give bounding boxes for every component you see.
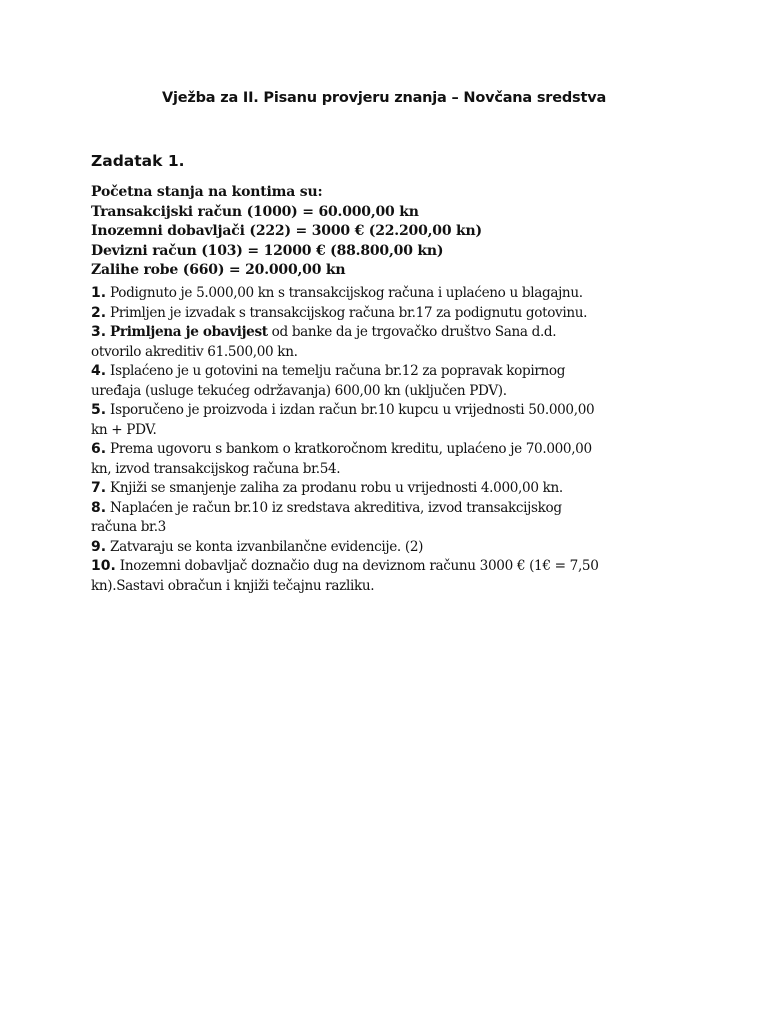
task-item-line <box>91 557 691 577</box>
task-item-4 <box>91 362 691 401</box>
task-item-line <box>91 538 691 558</box>
task-item-10 <box>91 557 691 596</box>
initial-balances-heading: Početna stanja na kontima su: <box>91 184 323 200</box>
balance-line-inventory: Zalihe robe (660) = 20.000,00 kn <box>91 262 346 278</box>
task-item-line <box>91 499 691 519</box>
task-item-number: 6. <box>91 441 107 457</box>
task-item-number: 10. <box>91 558 116 574</box>
task-item-text: Primljen je izvadak s transakcijskog računa br.17 za podignutu gotovinu. <box>110 304 588 321</box>
task-item-line <box>91 362 691 382</box>
task-item-text: od banke da je trgovačko društvo Sana d.d. <box>267 324 557 340</box>
task-item-line <box>91 479 691 499</box>
task-item-text: Podignuto je 5.000,00 kn s transakcijskog računa i uplaćeno u blagajnu. <box>110 285 583 301</box>
task-item-number: 4. <box>91 363 107 379</box>
task-item-text: Knjiži se smanjenje zaliha za prodanu robu u vrijednosti 4.000,00 kn. <box>110 480 563 496</box>
task-item-text-continued: otvorilo akreditiv 61.500,00 kn. <box>91 343 298 360</box>
task-item-text: Zatvaraju se konta izvanbilančne evidencije. (2) <box>110 538 424 555</box>
task-item-text-continued: kn).Sastavi obračun i knjiži tečajnu razliku. <box>91 577 375 594</box>
task-item-number: 9. <box>91 538 107 555</box>
task-item-line <box>91 323 691 343</box>
task-item-text: Isporučeno je proizvoda i izdan račun br.10 kupcu u vrijednosti 50.000,00 <box>110 402 595 418</box>
task-item-line <box>91 284 691 304</box>
task-item-text-continued: uređaja (usluge tekućeg održavanja) 600,00 kn (uključen PDV). <box>91 382 507 399</box>
task-item-9 <box>91 538 691 558</box>
task-item-text: Prema ugovoru s bankom o kratkoročnom kreditu, uplaćeno je 70.000,00 <box>110 441 592 457</box>
balance-line-foreign-currency-account: Devizni račun (103) = 12000 € (88.800,00 kn) <box>91 242 444 259</box>
task-item-number: 8. <box>91 499 107 516</box>
task-item-line <box>91 304 691 324</box>
task-item-text: Naplaćen je račun br.10 iz sredstava akreditiva, izvod transakcijskog <box>110 499 562 516</box>
task-item-1 <box>91 284 691 304</box>
task-item-3 <box>91 323 691 362</box>
task-item-text-continued: kn, izvod transakcijskog računa br.54. <box>91 460 341 477</box>
task-item-number: 7. <box>91 480 107 496</box>
task-item-number: 1. <box>91 285 107 301</box>
task-item-2 <box>91 304 691 324</box>
task-item-6 <box>91 440 691 479</box>
task-item-line <box>91 440 691 460</box>
task-item-text: Isplaćeno je u gotovini na temelju računa br.12 za popravak kopirnog <box>110 363 566 379</box>
task-item-number: 2. <box>91 304 107 321</box>
balance-line-foreign-suppliers: Inozemni dobavljači (222) = 3000 € (22.200,00 kn) <box>91 223 482 239</box>
task-item-text: Inozemni dobavljač doznačio dug na deviznom računu 3000 € (1€ = 7,50 <box>119 558 599 574</box>
task-item-bold-lead: Primljena je obavijest <box>110 324 268 340</box>
task-items-list <box>91 284 691 596</box>
document-title: Vježba za II. Pisanu provjeru znanja – Novčana sredstva <box>161 90 607 106</box>
task-item-7 <box>91 479 691 499</box>
task-item-number: 3. <box>91 324 107 340</box>
task-item-5 <box>91 401 691 440</box>
task-item-text-continued: kn + PDV. <box>91 421 157 438</box>
task-item-8 <box>91 499 691 538</box>
balance-line-transaction-account: Transakcijski račun (1000) = 60.000,00 kn <box>91 203 419 220</box>
task-item-text-continued: računa br.3 <box>91 519 166 535</box>
task-item-number: 5. <box>91 402 107 418</box>
task-heading: Zadatak 1. <box>91 152 185 170</box>
initial-balances <box>91 183 691 281</box>
task-item-line <box>91 401 691 421</box>
